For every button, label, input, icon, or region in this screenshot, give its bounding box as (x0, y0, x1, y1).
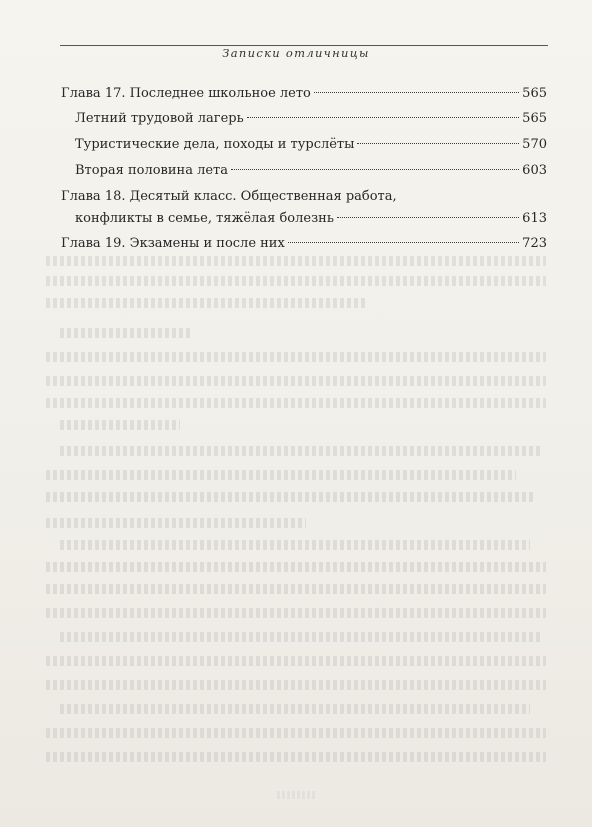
table-of-contents (61, 83, 547, 258)
running-title: Записки отличницы (222, 46, 370, 60)
toc-page-number: 565 (522, 86, 547, 101)
dot-leader (357, 143, 519, 144)
toc-chapter-17 (61, 83, 547, 105)
toc-page-number: 565 (522, 111, 547, 126)
show-through-texture (46, 248, 566, 768)
toc-entry-label: Глава 18. Десятый класс. Общественная работа, (61, 189, 397, 204)
toc-entry-label: Глава 19. Экзамены и после них (61, 236, 285, 251)
toc-entry-label: Глава 17. Последнее школьное лето (61, 86, 311, 101)
page-number-show-through (277, 791, 315, 799)
toc-page-number: 603 (522, 163, 547, 178)
toc-page-number: 723 (522, 236, 547, 251)
dot-leader (247, 117, 519, 118)
dot-leader (288, 242, 519, 243)
toc-entry-label-continued: конфликты в семье, тяжёлая болезнь (75, 211, 334, 226)
toc-page-number: 570 (522, 137, 547, 152)
dot-leader (314, 92, 519, 93)
toc-page-number: 613 (522, 211, 547, 226)
toc-entry-label: Вторая половина лета (75, 163, 228, 178)
toc-chapter-19 (61, 233, 547, 255)
toc-subsection (61, 134, 547, 156)
toc-subsection (61, 160, 547, 182)
toc-entry-label: Летний трудовой лагерь (75, 111, 244, 126)
toc-subsection (61, 108, 547, 130)
toc-chapter-18 (61, 186, 547, 230)
dot-leader (337, 217, 519, 218)
toc-entry-label: Туристические дела, походы и турслёты (75, 137, 355, 152)
dot-leader (231, 169, 519, 170)
